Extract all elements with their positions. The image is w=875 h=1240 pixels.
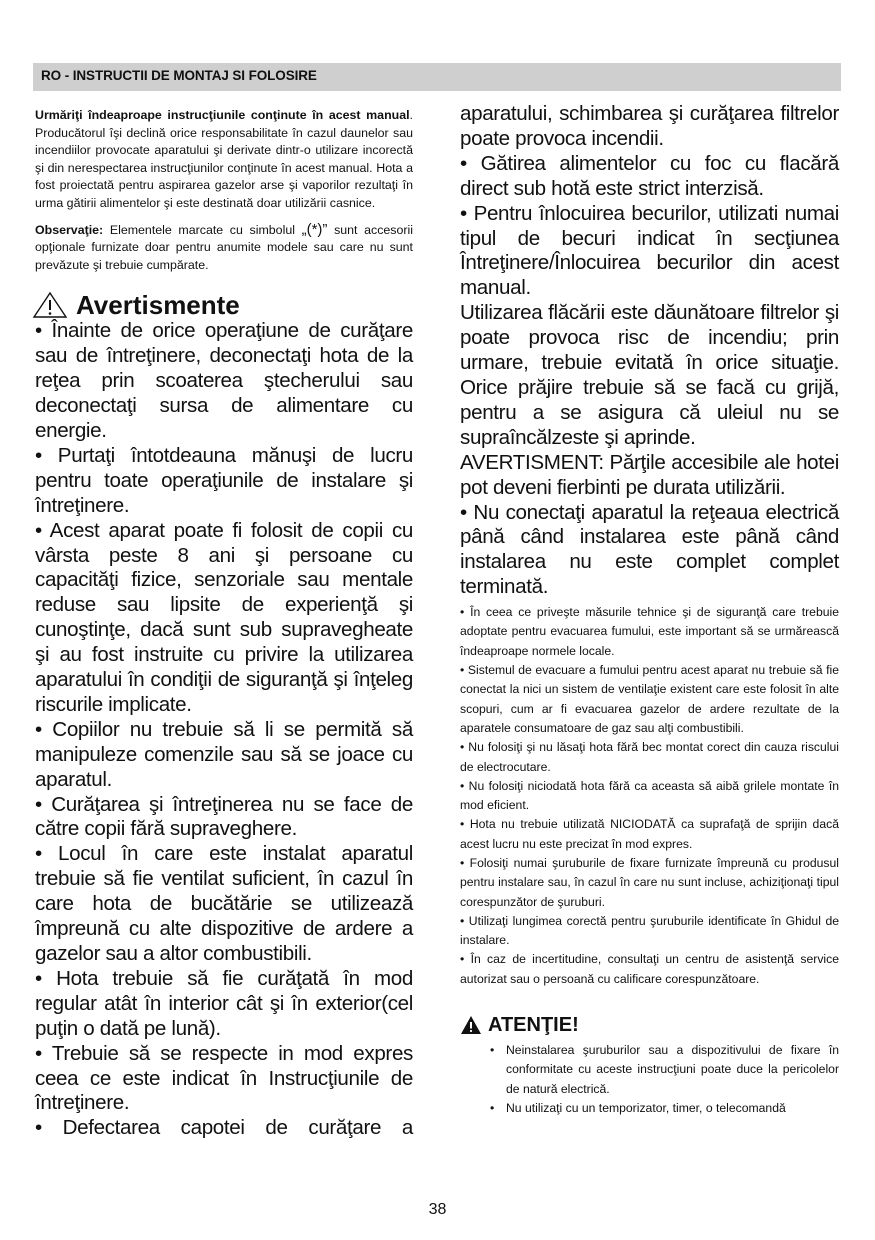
warning-item: • Copiilor nu trebuie să li se permită să manipuleze comenzile sau să se joace cu aparatul. [35, 717, 413, 791]
note-label: Observaţie: [35, 222, 104, 237]
small-warning-item: • Folosiţi numai şuruburile de fixare furnizate împreună cu produsul pentru instalare sau, în cazul în care nu sunt incluse, achiziţionaţi tipul corespunzător de şuruburi. [460, 855, 839, 909]
warning-item: • Înainte de orice operaţiune de curăţare sau de întreţinere, deconectaţi hota de la reţea prin scoaterea ştecherului sau deconectaţi sursa de alimentare cu energie. [35, 319, 413, 442]
section-title: RO - INSTRUCTII DE MONTAJ SI FOLOSIRE [41, 68, 317, 83]
attention-heading [460, 1013, 839, 1037]
note-text-before: Elementele marcate cu simbolul [103, 222, 302, 237]
intro-bold-lead: Urmăriţi îndeaproape instrucţiunile conţinute în acest manual [35, 108, 410, 122]
attention-item: • Neinstalarea şuruburilor sau a dispozitivului de fixare în conformitate cu aceste instrucţiuni poate duce la pericolelor de natură electrică. [488, 1041, 839, 1099]
attention-title: ATENŢIE! [488, 1014, 579, 1037]
note-paragraph [35, 221, 413, 275]
page-number: 38 [428, 1201, 447, 1218]
warning-item: • Trebuie să se respecte in mod expres ceea ce este indicat în Instrucţiunile de întreţinere. [35, 1041, 413, 1115]
warning-item: • Gătirea alimentelor cu foc cu flacără direct sub hotă este strict interzisă. [460, 151, 839, 200]
intro-text: . Producătorul îşi declină orice responsabilitate în cazul daunelor sau incendiilor provocate aparatului şi derivate dintr-o utilizare incorectă şi din nerespectarea instrucţiunilor conţinute în acest manual. Hota a fost proiectată pentru aspirarea gazelor arse şi vaporilor rezultaţi în urma gătirii alimentelor şi este destinată doar utilizării casnice. [35, 108, 413, 210]
warning-item: • Curăţarea şi întreţinerea nu se face de către copii fără supraveghere. [35, 792, 413, 841]
small-warning-item: • În ceea ce priveşte măsurile tehnice şi de siguranţă care trebuie adoptate pentru evacuarea fumului, este important să se urmărească îndeaproape normele locale. [460, 605, 839, 658]
attention-list [460, 1041, 839, 1118]
warnings-title: Avertismente [76, 290, 240, 321]
warning-item: • Hota trebuie să fie curăţată în mod regular atât în interior cât şi în exterior(cel puţin o dată pe lună). [35, 966, 413, 1040]
warning-triangle-icon [32, 291, 68, 319]
warnings-heading [35, 291, 413, 319]
small-warning-item: • Sistemul de evacuare a fumului pentru acest aparat nu trebuie să fie conectat la nici un sistem de ventilaţie existent care este folosit în alte scopuri, cum ar fi evacuarea gazelor de ardere rezultate de la aparatele consumatoare de gaz sau alţi combustibili. [460, 663, 839, 735]
warning-item: • Nu conectaţi aparatul la reţeaua electrică până când instalarea este până când instalarea nu este complet complet terminată. [460, 500, 839, 599]
small-warning-item: • Nu folosiţi niciodată hota fără ca aceasta să aibă grilele montate în mod eficient. [460, 778, 839, 813]
warning-item: • Acest aparat poate fi folosit de copii cu vârsta peste 8 ani şi persoane cu capacităţi fizice, senzoriale sau mentale reduse sau lipsite de experienţă şi cunoştinţe, dacă sunt sub supravegheate şi au fost instruite cu privire la utilizarea aparatului în condiţii de siguranţă şi înţeleg riscurile implicate. [35, 518, 413, 716]
attention-item: • Nu utilizaţi cu un temporizator, timer, o telecomandă [488, 1099, 839, 1118]
warning-item: • Locul în care este instalat aparatul trebuie să fie ventilat suficient, în cazul în care hota de bucătărie se utilizează împreună cu alte dispozitive de ardere a gazelor sau a altor combustibili. [35, 842, 413, 965]
small-warning-item: • În caz de incertitudine, consultaţi un centru de asistenţă service autorizat sau o persoană cu calificare corespunzătoare. [460, 952, 839, 986]
intro-paragraph [35, 107, 413, 213]
small-warning-item: • Utilizaţi lungimea corectă pentru şuruburile identificate în Ghidul de instalare. [460, 913, 839, 948]
warning-item: • Defectarea capotei de curăţare a [35, 1116, 413, 1140]
note-text-after: sunt accesorii opţionale furnizate doar pentru anumite modele sau care nu sunt prevăzute şi trebuie cumpărate. [35, 222, 413, 272]
note-symbol: „(*)” [301, 220, 328, 238]
warning-item: AVERTISMENT: Părţile accesibile ale hotei pot deveni fierbinti pe durata utilizării. [460, 450, 839, 499]
small-warning-item: • Hota nu trebuie utilizată NICIODATĂ ca suprafaţă de sprijin dacă acest lucru nu este precizat în mod expres. [460, 817, 839, 851]
warning-item: Utilizarea flăcării este dăunătoare filtrelor şi poate provoca risc de incendiu; prin urmare, trebuie evitată în orice situaţie. Orice prăjire trebuie să se facă cu grijă, pentru a se asigura că uleiul nu se supraîncălzeste şi aprinde. [460, 301, 839, 449]
small-warnings-list [460, 603, 839, 989]
warning-item: • Pentru înlocuirea becurilor, utilizati numai tipul de becuri indicat în secţiunea Întreţinere/Înlocuirea becurilor din acest manual. [460, 201, 839, 300]
section-header [33, 63, 841, 91]
left-column [35, 107, 413, 1141]
warning-item: • Purtaţi întotdeauna mănuşi de lucru pentru toate operaţiunile de instalare şi întreţinere. [35, 443, 413, 517]
small-warning-item: • Nu folosiţi şi nu lăsaţi hota fără bec montat corect din cauza riscului de electrocutare. [460, 740, 839, 774]
warning-item: aparatului, schimbarea şi curăţarea filtrelor poate provoca incendii. [460, 102, 839, 150]
attention-triangle-icon [460, 1015, 482, 1035]
right-column [460, 102, 839, 1118]
